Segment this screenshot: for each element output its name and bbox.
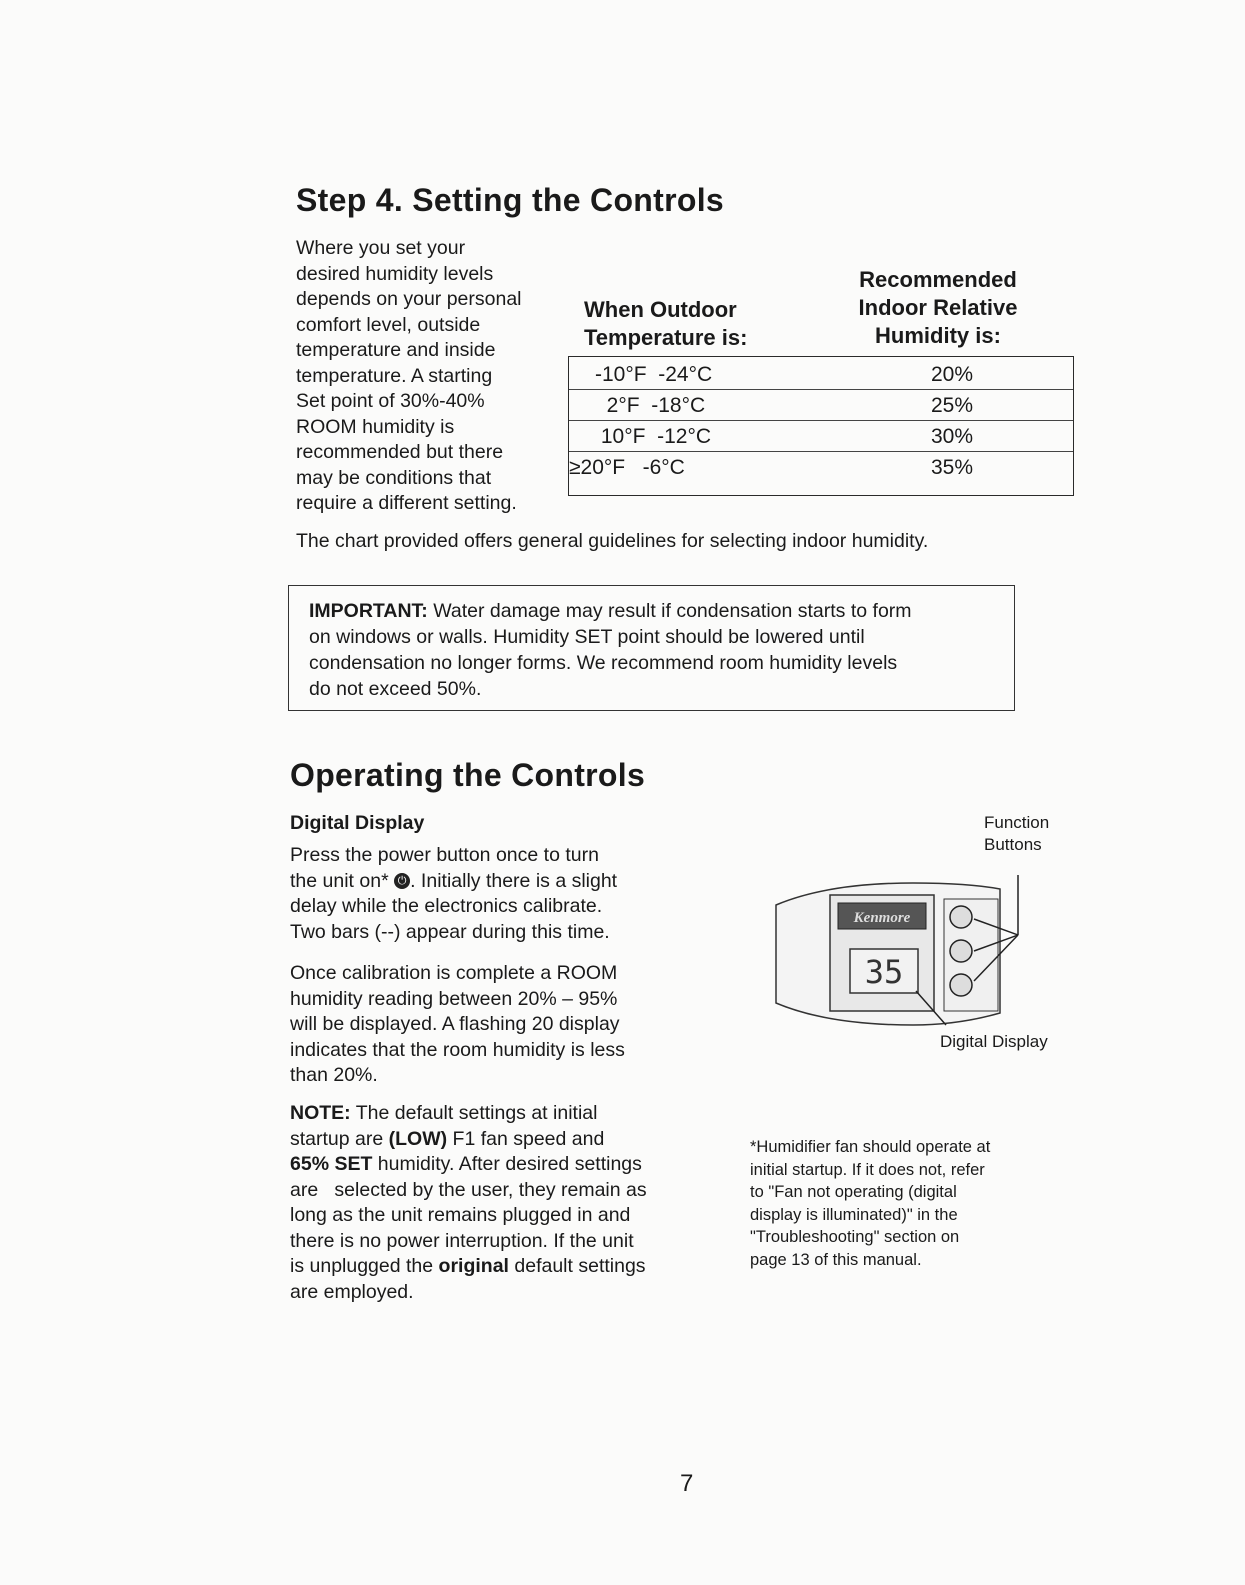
display-reading: 35 [864, 953, 904, 991]
para-text: the unit on* [290, 869, 395, 892]
recommended-humidity: 25% [931, 394, 974, 417]
intro-line: recommended but there [296, 441, 504, 463]
table-row [569, 390, 1073, 421]
intro-paragraph [296, 236, 566, 517]
para-line: are employed. [290, 1280, 414, 1303]
para-line [290, 1254, 720, 1280]
humidity-button-icon[interactable] [950, 906, 972, 928]
header-line: Recommended [859, 267, 1017, 292]
fan-button-icon[interactable] [950, 940, 972, 962]
header-line: Indoor Relative [858, 295, 1018, 320]
important-line [309, 598, 994, 624]
chart-note: The chart provided offers general guidelines for selecting indoor humidity. [296, 530, 929, 552]
footnote-line: display is illuminated)" in the [750, 1205, 958, 1224]
footnote-line: to "Fan not operating (digital [750, 1183, 957, 1201]
logo-text: Kenmore [853, 910, 911, 926]
para-line: humidity reading between 20% – 95% [290, 987, 618, 1010]
intro-line: ROOM humidity is [296, 415, 455, 438]
para-text: is unplugged the [290, 1255, 439, 1277]
digital-display-label: Digital Display [940, 1032, 1048, 1051]
label-line: Buttons [984, 835, 1042, 854]
para-line [290, 1152, 720, 1178]
important-line: on windows or walls. Humidity SET point should be lowered until [309, 626, 865, 648]
para-line: Press the power button once to turn [290, 844, 599, 866]
para-text: F1 fan speed and [447, 1127, 605, 1150]
para-line: there is no power interruption. If the unit [290, 1229, 634, 1252]
page-number: 7 [680, 1470, 694, 1497]
outdoor-temperature: ≥20°F -6°C [569, 456, 685, 479]
para-line: long as the unit remains plugged in and [290, 1204, 631, 1226]
intro-line: temperature and inside [296, 339, 496, 361]
intro-line: desired humidity levels [296, 262, 494, 285]
header-line: When Outdoor [584, 297, 737, 322]
table-row [569, 359, 1073, 390]
para-line: delay while the electronics calibrate. [290, 895, 603, 917]
para-line: than 20%. [290, 1064, 378, 1086]
para-line: indicates that the room humidity is less [290, 1038, 625, 1061]
power-icon: ⏻ [394, 873, 410, 889]
para-line: Once calibration is complete a ROOM [290, 962, 618, 984]
low-setting: (LOW) [388, 1127, 448, 1150]
intro-line: comfort level, outside [296, 313, 481, 336]
intro-line: depends on your personal [296, 288, 522, 310]
para-line: are selected by the user, they remain as [290, 1178, 647, 1201]
table-row [569, 421, 1073, 452]
intro-line: Set point of 30%-40% [296, 390, 485, 412]
control-panel-illustration [768, 875, 1048, 1035]
para-line: Two bars (--) appear during this time. [290, 920, 610, 943]
label-line: Function [984, 813, 1050, 832]
humidity-recommendation-table [568, 356, 1074, 496]
footnote-line: "Troubleshooting" section on [750, 1228, 960, 1246]
set-setting: 65% SET [290, 1153, 373, 1175]
para-text: startup are [290, 1127, 389, 1150]
original-emphasis: original [438, 1255, 509, 1277]
para-text: The default settings at initial [350, 1102, 598, 1124]
para-text: humidity. After desired settings [372, 1153, 642, 1175]
recommended-humidity: 30% [931, 425, 974, 448]
footnote-line: initial startup. If it does not, refer [750, 1160, 985, 1179]
outdoor-temperature: 10°F -12°C [595, 425, 712, 448]
outdoor-temperature: -10°F -24°C [595, 363, 713, 386]
footnote-line: page 13 of this manual. [750, 1250, 922, 1269]
intro-line: Where you set your [296, 237, 466, 259]
digital-display-subheading: Digital Display [290, 812, 425, 834]
para-line: will be displayed. A flashing 20 display [290, 1013, 620, 1035]
para-line [290, 1101, 720, 1127]
calibration-paragraph [290, 961, 710, 1089]
function-buttons-label [984, 812, 1049, 856]
intro-line: may be conditions that [296, 466, 492, 489]
footnote-line: *Humidifier fan should operate at [750, 1138, 991, 1156]
default-settings-note [290, 1101, 720, 1305]
outdoor-temperature: 2°F -18°C [595, 394, 706, 417]
header-line: Temperature is: [584, 325, 748, 350]
important-label: IMPORTANT: [309, 600, 428, 622]
recommended-humidity: 35% [931, 456, 974, 479]
note-label: NOTE: [290, 1102, 351, 1124]
para-text: . Initially there is a slight [410, 869, 618, 892]
indoor-humidity-header [838, 266, 1038, 350]
footnote [750, 1136, 1050, 1271]
header-line: Humidity is: [875, 323, 1001, 348]
power-button-icon[interactable] [950, 974, 972, 996]
important-text: Water damage may result if condensation starts to form [427, 600, 912, 622]
para-line [290, 869, 710, 895]
outdoor-temperature-header [584, 296, 747, 352]
step-title: Step 4. Setting the Controls [296, 182, 724, 218]
power-on-paragraph [290, 843, 710, 945]
intro-line: temperature. A starting [296, 364, 493, 387]
operating-title: Operating the Controls [290, 757, 646, 793]
important-notice [288, 585, 1015, 711]
recommended-humidity: 20% [931, 363, 974, 386]
para-line [290, 1127, 720, 1153]
intro-line: require a different setting. [296, 492, 517, 514]
table-row [569, 452, 1073, 483]
important-line: do not exceed 50%. [309, 678, 482, 700]
para-text: default settings [508, 1255, 646, 1277]
important-line: condensation no longer forms. We recommend room humidity levels [309, 652, 898, 674]
